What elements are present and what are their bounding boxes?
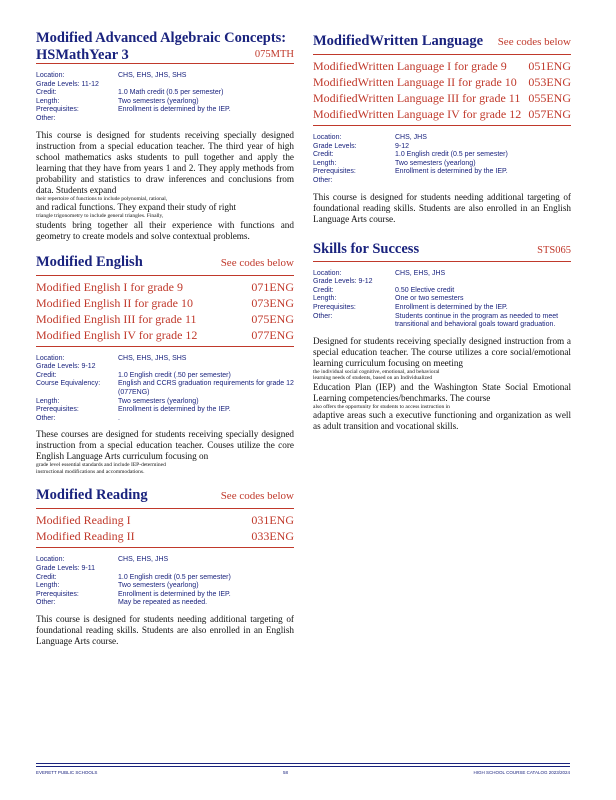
- divider: [36, 508, 294, 509]
- sub-course: Modified Reading II 033ENG: [36, 529, 294, 544]
- sub-course: Modified English III for grade 11 075ENG: [36, 311, 294, 326]
- see-codes-note: See codes below: [497, 36, 571, 48]
- course-description: These courses are designed for students receiving specially designed instruction from a special education teacher. Couses utilize the core English Language Arts curriculum focusing on grade level essential standards and include IEP-determined instructional modifications and accommodations.: [36, 429, 294, 475]
- course-english: [36, 254, 294, 476]
- course-info: Location: CHS, EHS, JHS Grade Levels: 9-12 Credit: 0.50 Elective credit Length: One or two semesters Prerequisites: Enrollment is determined by the IEP. Other: Students continue in the program as needed to meet transitional and behavioral goals toward graduation.: [313, 269, 559, 329]
- sub-course: ModifiedWritten Language II for grade 10 053ENG: [313, 75, 571, 89]
- sub-course: ModifiedWritten Language III for grade 11 055ENG: [313, 91, 571, 105]
- footer-rule: [36, 766, 570, 767]
- sub-course-list: [36, 512, 294, 544]
- sub-course: ModifiedWritten Language I for grade 9 051ENG: [313, 59, 571, 73]
- sub-course: ModifiedWritten Language IV for grade 12 057ENG: [313, 107, 571, 121]
- course-title: Modified English: [36, 253, 143, 270]
- left-column: [36, 30, 294, 659]
- divider: [36, 547, 294, 548]
- course-title: Modified Reading: [36, 487, 148, 504]
- footer-rule: [36, 763, 570, 764]
- course-description: This course is designed for students needing additional targeting of foundational reading skills. Students are also enrolled in an English Language Arts course.: [36, 613, 294, 646]
- sub-course-list: [36, 279, 294, 343]
- course-title: Modified Advanced Algebraic Concepts: HSMathYear 3: [36, 30, 287, 63]
- footer-catalog: HIGH SCHOOL COURSE CATALOG 2023/2024: [473, 770, 570, 775]
- sub-course: Modified English I for grade 9 071ENG: [36, 279, 294, 294]
- course-algebra: [36, 30, 294, 242]
- divider: [313, 125, 571, 126]
- footer-district: EVERETT PUBLIC SCHOOLS: [36, 770, 98, 775]
- sub-course: Modified Reading I 031ENG: [36, 513, 294, 528]
- course-info: Location: CHS, JHS Grade Levels: 9-12 Credit: 1.0 English credit (0.5 per semester) Length: Two semesters (yearlong) Prerequisites: Enrollment is determined by the IEP. Other:: [313, 134, 508, 184]
- right-column: [313, 33, 571, 444]
- sub-course: Modified English IV for grade 12 077ENG: [36, 327, 294, 342]
- course-reading: [36, 487, 294, 647]
- course-written-language: [313, 33, 571, 225]
- course-skills-for-success: [313, 241, 571, 433]
- course-code: 075MTH: [254, 49, 294, 60]
- divider: [313, 261, 571, 262]
- course-title: Skills for Success: [313, 240, 420, 257]
- divider: [313, 54, 571, 55]
- course-code: STS065: [537, 244, 571, 256]
- course-info: Location: CHS, EHS, JHS Grade Levels: 9-11 Credit: 1.0 English credit (0.5 per semester) Length: Two semesters (yearlong) Prerequisites: Enrollment is determined by the IEP. Other: May be repeated as needed.: [36, 556, 231, 607]
- course-info: Location: CHS, EHS, JHS, SHS Grade Levels: 9-12 Credit: 1.0 English credit (.50 per semester) Course Equivalency: English and CCRS graduation requirements for grade 12 (077ENG) Length: Two semesters (yearlong) Prerequisites: Enrollment is determined by the IEP. Other: .: [36, 354, 294, 422]
- see-codes-note: See codes below: [220, 490, 294, 503]
- course-title: ModifiedWritten Language: [313, 33, 484, 49]
- sub-course-list: [313, 58, 571, 122]
- course-description: This course is designed for students needing additional targeting of foundational reading skills. Students are also enrolled in an English Language Arts course.: [313, 191, 571, 224]
- divider: [36, 275, 294, 276]
- divider: [36, 346, 294, 347]
- course-description: Designed for students receiving specially designed instruction from a special education teacher. The course utilizes a core social/emotional learning curriculum focusing on meeting the individual social cognitive, emotional, and behavioral learning needs of students, based on an Individualized Education Plan (IEP) and the Washington State Social Emotional Learning competencies/benchmarks. The course also offers the opportunity for students to access instruction in adaptive areas such a executive functioning and organization as well as adult transition and vocational skills.: [313, 335, 571, 432]
- sub-course: Modified English II for grade 10 073ENG: [36, 295, 294, 310]
- page-footer: [36, 763, 570, 775]
- course-info: Location: CHS, EHS, JHS, SHS Grade Levels: 11-12 Credit: 1.0 Math credit (0.5 per semester) Length: Two semesters (yearlong) Prerequisites: Enrollment is determined by the IEP. Other:: [36, 72, 231, 122]
- see-codes-note: See codes below: [220, 256, 294, 269]
- page-number: 58: [282, 770, 288, 775]
- course-description: This course is designed for students receiving specially designed instruction from a special education teacher. The third year of high school mathematics asks students to pull together and apply the learning that they have from years 1 and 2. They apply methods from probability and statistics to draw inferences and conclusions from data. Students expand their repertoire of functions to include polynomial, rational, and radical functions. They expand their study of right triangle trigonometry to include general triangles. Finally, students bring together all their experience with functions and geometry to create models and solve contextual problems.: [36, 129, 294, 241]
